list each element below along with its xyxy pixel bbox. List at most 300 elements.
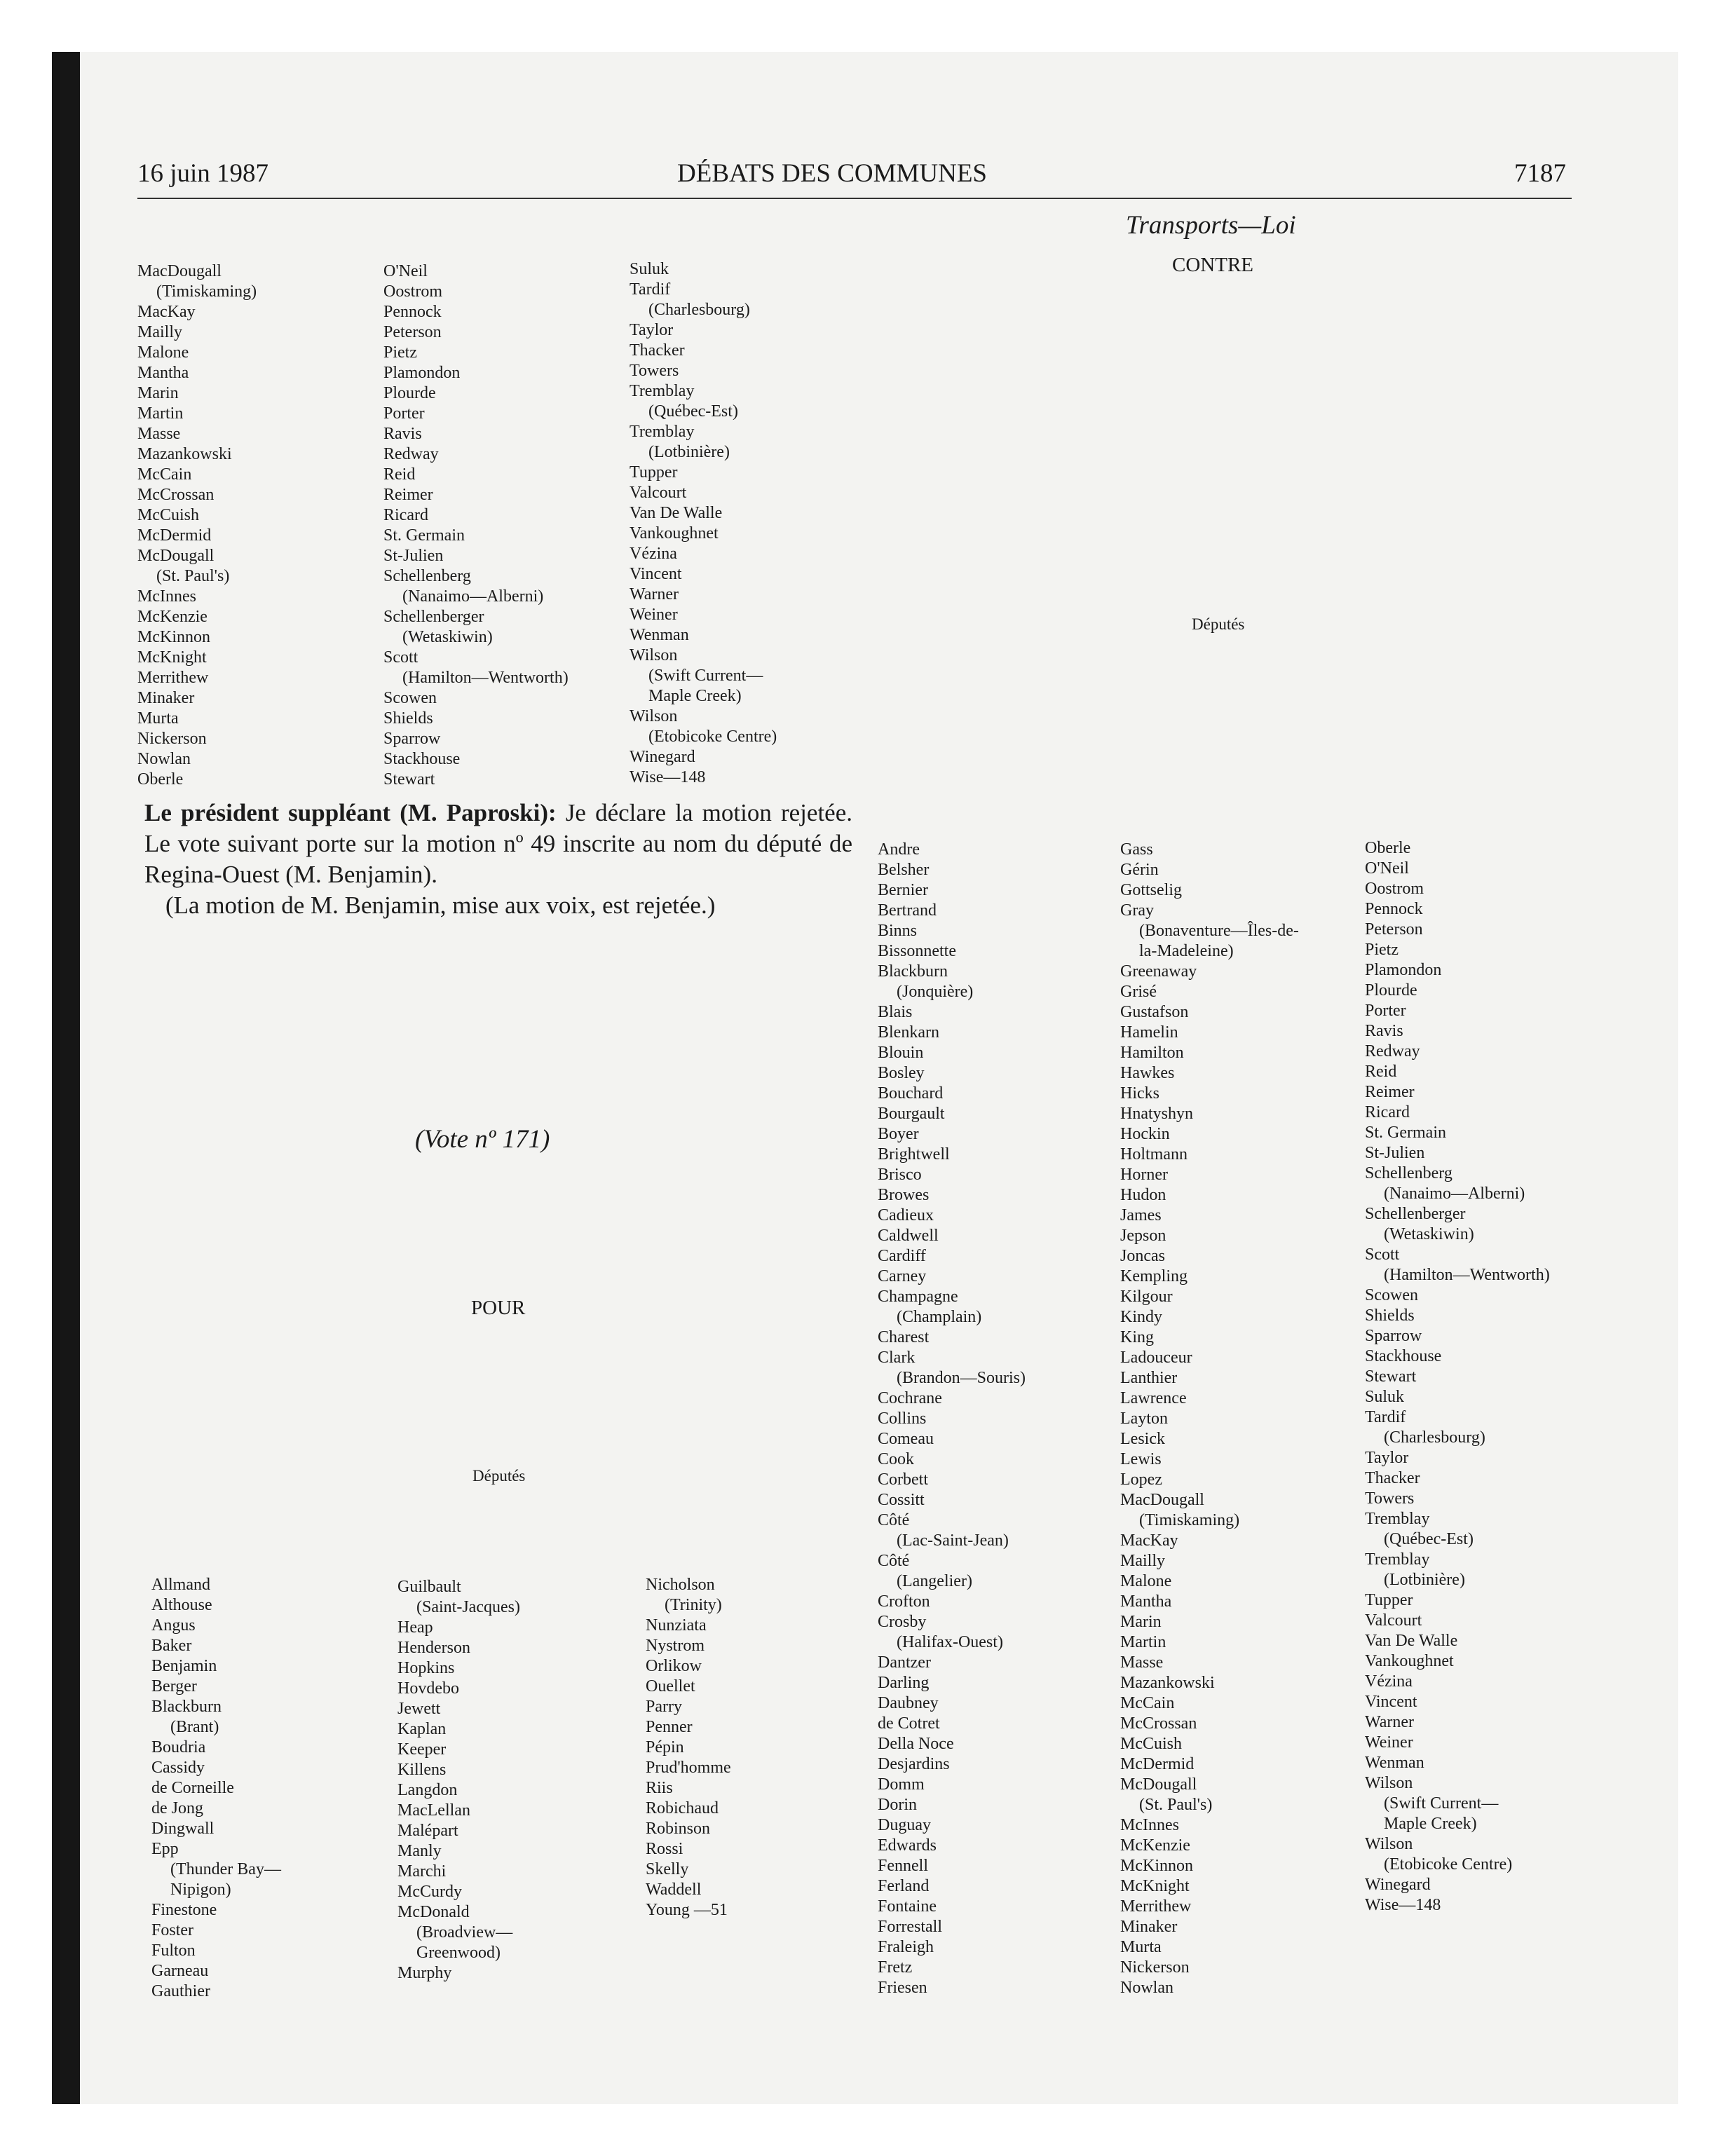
member-name: Prud'homme bbox=[646, 1759, 731, 1777]
member-riding: (Québec-Est) bbox=[648, 402, 738, 421]
member-name: Merrithew bbox=[1120, 1897, 1192, 1916]
member-name: Gass bbox=[1120, 840, 1153, 859]
member-name: Heap bbox=[397, 1618, 433, 1637]
member-name: Darling bbox=[878, 1674, 930, 1692]
member-name: Daubney bbox=[878, 1694, 939, 1712]
member-name: Mazankowski bbox=[137, 445, 232, 463]
member-name: Pennock bbox=[383, 303, 442, 321]
member-name: Oostrom bbox=[1365, 880, 1424, 898]
member-name: James bbox=[1120, 1206, 1162, 1224]
member-name: Bissonnette bbox=[878, 942, 956, 960]
member-riding: (Timiskaming) bbox=[156, 282, 257, 301]
contre-column-2 bbox=[1120, 840, 1299, 1998]
member-name: Jewett bbox=[397, 1700, 441, 1718]
member-name: Charest bbox=[878, 1328, 930, 1346]
member-name: King bbox=[1120, 1328, 1154, 1346]
member-name: MacDougall bbox=[137, 262, 222, 280]
member-name: Stewart bbox=[383, 770, 435, 789]
member-name: Belsher bbox=[878, 861, 930, 879]
member-name: Althouse bbox=[151, 1596, 212, 1614]
member-name: McDougall bbox=[1120, 1775, 1197, 1794]
member-name: Murphy bbox=[397, 1964, 452, 1982]
member-name: Schellenberg bbox=[383, 567, 471, 585]
member-name: Oostrom bbox=[383, 282, 442, 301]
member-name: Lewis bbox=[1120, 1450, 1162, 1468]
member-riding: (Broadview— bbox=[416, 1923, 513, 1942]
member-name: Malone bbox=[1120, 1572, 1172, 1590]
member-name: Merrithew bbox=[137, 669, 209, 687]
member-name: McCurdy bbox=[397, 1883, 462, 1901]
statement-text: Je déclare la motion rejetée. Le vote suivant porte sur la motion nº 49 inscrite au nom du député de Regina-Ouest (M. Benjamin). bbox=[144, 799, 852, 888]
member-riding: (Lotbinière) bbox=[1384, 1571, 1465, 1589]
member-name: Champagne bbox=[878, 1288, 958, 1306]
member-name: Masse bbox=[1120, 1653, 1164, 1672]
member-name: Hopkins bbox=[397, 1659, 455, 1677]
member-name: Pennock bbox=[1365, 900, 1423, 918]
member-name: Edwards bbox=[878, 1836, 937, 1855]
member-name: McInnes bbox=[137, 587, 196, 606]
member-riding: (Lac-Saint-Jean) bbox=[897, 1531, 1009, 1550]
member-name: Bourgault bbox=[878, 1105, 945, 1123]
member-riding: (St. Paul's) bbox=[1139, 1796, 1213, 1814]
member-name: Reimer bbox=[383, 486, 433, 504]
member-name: Cardiff bbox=[878, 1247, 926, 1265]
member-name: McCuish bbox=[1120, 1735, 1183, 1753]
member-name: Murta bbox=[137, 709, 179, 728]
member-name: Nystrom bbox=[646, 1637, 705, 1655]
member-name: Young —51 bbox=[646, 1901, 728, 1919]
member-name: Cook bbox=[878, 1450, 915, 1468]
member-name: Gray bbox=[1120, 901, 1154, 920]
member-name: Ravis bbox=[383, 425, 422, 443]
member-name: Friesen bbox=[878, 1979, 927, 1997]
member-name: Tardif bbox=[630, 280, 671, 299]
header-rule bbox=[137, 198, 1572, 199]
member-riding: (Charlesbourg) bbox=[648, 301, 750, 319]
member-name: Pépin bbox=[646, 1738, 684, 1756]
member-riding: (Swift Current— bbox=[1384, 1794, 1499, 1813]
member-riding: (Thunder Bay— bbox=[170, 1860, 281, 1878]
member-riding: (Québec-Est) bbox=[1384, 1530, 1474, 1548]
member-name: McCuish bbox=[137, 506, 200, 524]
member-name: Redway bbox=[1365, 1042, 1420, 1060]
member-name: de Jong bbox=[151, 1799, 203, 1817]
member-name: Peterson bbox=[1365, 920, 1423, 939]
member-name: Côté bbox=[878, 1552, 910, 1570]
member-name: Tremblay bbox=[1365, 1550, 1430, 1569]
member-name: Reid bbox=[383, 465, 416, 484]
member-riding: (Saint-Jacques) bbox=[416, 1598, 520, 1616]
member-name: Nickerson bbox=[1120, 1958, 1190, 1977]
member-name: Sparrow bbox=[383, 730, 441, 748]
member-name: de Corneille bbox=[151, 1779, 234, 1797]
member-name: Blouin bbox=[878, 1044, 924, 1062]
member-riding: (Hamilton—Wentworth) bbox=[1384, 1266, 1550, 1284]
member-name: Finestone bbox=[151, 1901, 217, 1919]
member-name: Grisé bbox=[1120, 983, 1157, 1001]
member-name: O'Neil bbox=[1365, 859, 1409, 878]
pour-column-2 bbox=[397, 1577, 520, 1984]
member-riding: Nipigon) bbox=[170, 1881, 231, 1899]
member-name: Gauthier bbox=[151, 1982, 210, 2000]
member-name: Della Noce bbox=[878, 1735, 954, 1753]
member-name: Scowen bbox=[383, 689, 437, 707]
member-name: Blenkarn bbox=[878, 1023, 939, 1042]
member-riding: (Wetaskiwin) bbox=[1384, 1225, 1474, 1243]
member-name: Cochrane bbox=[878, 1389, 942, 1407]
member-name: Fraleigh bbox=[878, 1938, 934, 1956]
member-name: Shields bbox=[383, 709, 433, 728]
member-name: MacLellan bbox=[397, 1801, 470, 1820]
member-name: Martin bbox=[1120, 1633, 1166, 1651]
member-name: Martin bbox=[137, 404, 184, 423]
section-title: Transports—Loi bbox=[1126, 211, 1296, 240]
member-riding: (Brant) bbox=[170, 1718, 219, 1736]
member-name: Duguay bbox=[878, 1816, 931, 1834]
member-name: Foster bbox=[151, 1921, 193, 1939]
against-members-label: Députés bbox=[1192, 615, 1245, 633]
member-name: Cossitt bbox=[878, 1491, 925, 1509]
member-riding: (Hamilton—Wentworth) bbox=[402, 669, 569, 687]
member-name: Pietz bbox=[1365, 941, 1399, 959]
member-name: Blackburn bbox=[151, 1698, 222, 1716]
member-riding: (Etobicoke Centre) bbox=[1384, 1855, 1513, 1874]
member-name: Langdon bbox=[397, 1781, 458, 1799]
member-name: Keeper bbox=[397, 1740, 447, 1759]
member-name: St-Julien bbox=[1365, 1144, 1425, 1162]
vote-title: (Vote nº 171) bbox=[415, 1125, 550, 1154]
member-name: Peterson bbox=[383, 323, 442, 341]
member-name: de Cotret bbox=[878, 1714, 940, 1733]
for-label: POUR bbox=[471, 1297, 526, 1319]
member-name: Wilson bbox=[1365, 1774, 1413, 1792]
member-name: Allmand bbox=[151, 1576, 210, 1594]
previous-vote-column-2 bbox=[383, 261, 569, 790]
member-name: Rossi bbox=[646, 1840, 683, 1858]
member-name: Wise—148 bbox=[1365, 1896, 1441, 1914]
member-name: Hamelin bbox=[1120, 1023, 1178, 1042]
member-name: Blackburn bbox=[878, 962, 948, 981]
member-name: Mantha bbox=[1120, 1592, 1172, 1611]
member-name: McKnight bbox=[137, 648, 207, 667]
member-riding: (Champlain) bbox=[897, 1308, 982, 1326]
member-name: Bertrand bbox=[878, 901, 937, 920]
member-name: Binns bbox=[878, 922, 918, 940]
member-name: Van De Walle bbox=[630, 504, 723, 522]
member-name: MacKay bbox=[137, 303, 196, 321]
member-name: Vézina bbox=[630, 545, 677, 563]
member-name: Vankoughnet bbox=[1365, 1652, 1454, 1670]
member-name: Benjamin bbox=[151, 1657, 217, 1675]
member-name: Berger bbox=[151, 1677, 197, 1696]
member-name: Wenman bbox=[630, 626, 689, 644]
member-name: Malépart bbox=[397, 1822, 458, 1840]
member-name: Guilbault bbox=[397, 1578, 461, 1596]
member-name: Manly bbox=[397, 1842, 442, 1860]
member-name: Warner bbox=[630, 585, 679, 603]
member-name: Scowen bbox=[1365, 1286, 1418, 1304]
member-name: Epp bbox=[151, 1840, 179, 1858]
member-name: Sparrow bbox=[1365, 1327, 1422, 1345]
member-name: Shields bbox=[1365, 1306, 1415, 1325]
member-name: Plamondon bbox=[383, 364, 461, 382]
member-name: Lawrence bbox=[1120, 1389, 1187, 1407]
member-riding: (Lotbinière) bbox=[648, 443, 730, 461]
member-name: Hawkes bbox=[1120, 1064, 1175, 1082]
member-name: McKinnon bbox=[137, 628, 210, 646]
member-name: Wenman bbox=[1365, 1754, 1424, 1772]
member-name: Kempling bbox=[1120, 1267, 1188, 1285]
member-name: Tupper bbox=[630, 463, 678, 482]
speaker-name: Le président suppléant (M. Paproski): bbox=[144, 799, 557, 826]
member-name: Desjardins bbox=[878, 1755, 950, 1773]
member-name: Wise—148 bbox=[630, 768, 706, 786]
member-name: Towers bbox=[630, 362, 679, 380]
member-name: Nowlan bbox=[137, 750, 191, 768]
member-name: Holtmann bbox=[1120, 1145, 1188, 1164]
member-name: Boudria bbox=[151, 1738, 206, 1756]
member-name: Ricard bbox=[1365, 1103, 1410, 1121]
member-name: Marchi bbox=[397, 1862, 447, 1881]
member-name: Plourde bbox=[383, 384, 436, 402]
member-name: Suluk bbox=[1365, 1388, 1405, 1406]
member-name: Masse bbox=[137, 425, 181, 443]
member-name: Tremblay bbox=[630, 423, 695, 441]
member-name: McKenzie bbox=[1120, 1836, 1190, 1855]
member-name: Taylor bbox=[1365, 1449, 1409, 1467]
member-name: Lesick bbox=[1120, 1430, 1165, 1448]
member-name: Pietz bbox=[383, 343, 417, 362]
member-name: McCain bbox=[1120, 1694, 1175, 1712]
member-name: Minaker bbox=[137, 689, 195, 707]
member-name: Van De Walle bbox=[1365, 1632, 1458, 1650]
contre-column-1 bbox=[878, 840, 1026, 1998]
member-name: Weiner bbox=[630, 606, 678, 624]
member-name: Henderson bbox=[397, 1639, 470, 1657]
member-name: Killens bbox=[397, 1761, 447, 1779]
member-name: Cassidy bbox=[151, 1759, 205, 1777]
member-name: McCain bbox=[137, 465, 192, 484]
member-name: Forrestall bbox=[878, 1918, 942, 1936]
pour-column-1 bbox=[151, 1575, 281, 2002]
member-name: Fennell bbox=[878, 1857, 928, 1875]
member-name: Redway bbox=[383, 445, 439, 463]
member-name: St. Germain bbox=[1365, 1124, 1446, 1142]
member-name: Clark bbox=[878, 1349, 916, 1367]
member-name: Cadieux bbox=[878, 1206, 934, 1224]
member-riding: (Trinity) bbox=[665, 1596, 722, 1614]
member-name: Robinson bbox=[646, 1820, 711, 1838]
member-riding: (Bonaventure—Îles-de- bbox=[1139, 922, 1299, 940]
member-name: Bouchard bbox=[878, 1084, 944, 1103]
member-name: Vankoughnet bbox=[630, 524, 719, 543]
member-name: Baker bbox=[151, 1637, 192, 1655]
member-name: McDermid bbox=[137, 526, 212, 545]
member-name: Garneau bbox=[151, 1962, 209, 1980]
member-name: Tardif bbox=[1365, 1408, 1406, 1426]
member-name: McDougall bbox=[137, 547, 215, 565]
member-name: Stewart bbox=[1365, 1367, 1417, 1386]
member-name: Crofton bbox=[878, 1592, 930, 1611]
member-name: Bosley bbox=[878, 1064, 925, 1082]
member-riding: (Brandon—Souris) bbox=[897, 1369, 1026, 1387]
member-riding: (Halifax-Ouest) bbox=[897, 1633, 1003, 1651]
member-name: Mailly bbox=[137, 323, 182, 341]
member-name: Gustafson bbox=[1120, 1003, 1189, 1021]
member-name: St. Germain bbox=[383, 526, 465, 545]
member-name: Hicks bbox=[1120, 1084, 1159, 1103]
member-name: O'Neil bbox=[383, 262, 428, 280]
member-name: Lopez bbox=[1120, 1471, 1162, 1489]
member-name: Plourde bbox=[1365, 981, 1417, 999]
member-name: Tremblay bbox=[630, 382, 695, 400]
member-name: Blais bbox=[878, 1003, 913, 1021]
member-name: Winegard bbox=[1365, 1876, 1431, 1894]
member-name: Ravis bbox=[1365, 1022, 1403, 1040]
member-name: Winegard bbox=[630, 748, 695, 766]
member-name: Brightwell bbox=[878, 1145, 950, 1164]
against-label: CONTRE bbox=[1172, 254, 1253, 276]
member-name: Vézina bbox=[1365, 1672, 1413, 1691]
header-title: DÉBATS DES COMMUNES bbox=[677, 159, 988, 188]
member-name: Stackhouse bbox=[383, 750, 461, 768]
member-name: Comeau bbox=[878, 1430, 934, 1448]
member-name: Crosby bbox=[878, 1613, 927, 1631]
member-name: Porter bbox=[1365, 1002, 1406, 1020]
member-name: St-Julien bbox=[383, 547, 444, 565]
member-name: Nickerson bbox=[137, 730, 207, 748]
member-name: Thacker bbox=[1365, 1469, 1420, 1487]
member-name: Waddell bbox=[646, 1881, 702, 1899]
member-name: Hockin bbox=[1120, 1125, 1170, 1143]
member-name: Ouellet bbox=[646, 1677, 695, 1696]
member-riding: la-Madeleine) bbox=[1139, 942, 1234, 960]
member-name: Ferland bbox=[878, 1877, 930, 1895]
member-name: Hamilton bbox=[1120, 1044, 1184, 1062]
member-name: Hovdebo bbox=[397, 1679, 459, 1698]
member-name: Fretz bbox=[878, 1958, 913, 1977]
member-name: Domm bbox=[878, 1775, 925, 1794]
member-name: Schellenberger bbox=[1365, 1205, 1466, 1223]
member-riding: (Timiskaming) bbox=[1139, 1511, 1240, 1529]
member-name: Stackhouse bbox=[1365, 1347, 1442, 1365]
member-name: Andre bbox=[878, 840, 920, 859]
member-riding: (Etobicoke Centre) bbox=[648, 728, 777, 746]
member-name: Minaker bbox=[1120, 1918, 1178, 1936]
member-name: Carney bbox=[878, 1267, 927, 1285]
header-date: 16 juin 1987 bbox=[137, 159, 269, 188]
member-name: Suluk bbox=[630, 260, 669, 278]
member-name: Brisco bbox=[878, 1166, 922, 1184]
member-name: Valcourt bbox=[630, 484, 687, 502]
member-name: Hnatyshyn bbox=[1120, 1105, 1193, 1123]
member-name: Horner bbox=[1120, 1166, 1168, 1184]
for-members-label: Députés bbox=[472, 1467, 526, 1485]
header-page-number: 7187 bbox=[1514, 159, 1566, 188]
member-name: Gottselig bbox=[1120, 881, 1182, 899]
member-name: McInnes bbox=[1120, 1816, 1179, 1834]
member-name: Collins bbox=[878, 1410, 927, 1428]
member-name: Tremblay bbox=[1365, 1510, 1430, 1528]
previous-vote-column-1 bbox=[137, 261, 257, 790]
member-name: Vincent bbox=[630, 565, 682, 583]
member-name: Gérin bbox=[1120, 861, 1159, 879]
member-name: Skelly bbox=[646, 1860, 689, 1878]
member-name: Marin bbox=[1120, 1613, 1162, 1631]
member-name: Schellenberger bbox=[383, 608, 484, 626]
member-name: MacDougall bbox=[1120, 1491, 1204, 1509]
contre-column-3 bbox=[1365, 838, 1550, 1916]
member-name: Scott bbox=[383, 648, 419, 667]
member-riding: (Jonquière) bbox=[897, 983, 974, 1001]
previous-vote-column-3 bbox=[630, 259, 777, 788]
member-name: Ladouceur bbox=[1120, 1349, 1192, 1367]
member-name: Valcourt bbox=[1365, 1611, 1422, 1630]
member-name: Mailly bbox=[1120, 1552, 1165, 1570]
member-name: Nicholson bbox=[646, 1576, 715, 1594]
member-riding: Maple Creek) bbox=[1384, 1815, 1477, 1833]
member-name: Nunziata bbox=[646, 1616, 707, 1635]
member-name: Reimer bbox=[1365, 1083, 1415, 1101]
member-name: Lanthier bbox=[1120, 1369, 1178, 1387]
member-name: Oberle bbox=[1365, 839, 1411, 857]
member-riding: Greenwood) bbox=[416, 1944, 501, 1962]
member-name: Orlikow bbox=[646, 1657, 702, 1675]
member-name: McCrossan bbox=[1120, 1714, 1197, 1733]
member-name: McKnight bbox=[1120, 1877, 1190, 1895]
member-name: Warner bbox=[1365, 1713, 1415, 1731]
member-name: Dantzer bbox=[878, 1653, 931, 1672]
member-name: Wilson bbox=[630, 707, 678, 725]
member-riding: (Nanaimo—Alberni) bbox=[402, 587, 544, 606]
member-name: Greenaway bbox=[1120, 962, 1197, 981]
member-name: Scott bbox=[1365, 1246, 1400, 1264]
member-name: Wilson bbox=[630, 646, 678, 664]
member-name: McDonald bbox=[397, 1903, 470, 1921]
binding-edge bbox=[52, 52, 80, 2104]
member-riding: Maple Creek) bbox=[648, 687, 742, 705]
member-name: Browes bbox=[878, 1186, 930, 1204]
member-name: Thacker bbox=[630, 341, 685, 360]
member-riding: (Langelier) bbox=[897, 1572, 972, 1590]
member-name: MacKay bbox=[1120, 1531, 1178, 1550]
member-name: Vincent bbox=[1365, 1693, 1417, 1711]
member-name: Caldwell bbox=[878, 1227, 939, 1245]
member-name: Wilson bbox=[1365, 1835, 1413, 1853]
member-name: Bernier bbox=[878, 881, 928, 899]
member-riding: (Charlesbourg) bbox=[1384, 1428, 1485, 1447]
member-name: McKenzie bbox=[137, 608, 207, 626]
member-name: Layton bbox=[1120, 1410, 1168, 1428]
member-name: Corbett bbox=[878, 1471, 928, 1489]
member-name: McDermid bbox=[1120, 1755, 1195, 1773]
member-name: Ricard bbox=[383, 506, 428, 524]
member-name: Reid bbox=[1365, 1063, 1397, 1081]
member-name: Fontaine bbox=[878, 1897, 937, 1916]
member-name: Weiner bbox=[1365, 1733, 1413, 1752]
member-name: Dingwall bbox=[151, 1820, 215, 1838]
pour-column-3 bbox=[646, 1575, 731, 1920]
member-name: Schellenberg bbox=[1365, 1164, 1452, 1182]
member-name: Penner bbox=[646, 1718, 693, 1736]
member-name: Angus bbox=[151, 1616, 196, 1635]
member-name: Parry bbox=[646, 1698, 682, 1716]
member-name: Robichaud bbox=[646, 1799, 719, 1817]
member-name: Mazankowski bbox=[1120, 1674, 1215, 1692]
member-riding: (Wetaskiwin) bbox=[402, 628, 493, 646]
member-name: Murta bbox=[1120, 1938, 1162, 1956]
member-riding: (St. Paul's) bbox=[156, 567, 230, 585]
